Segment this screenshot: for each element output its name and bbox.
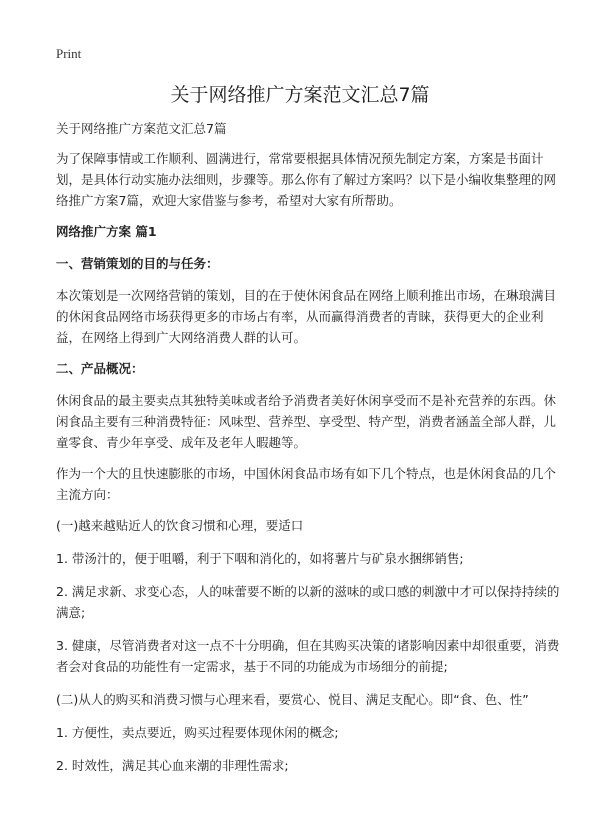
section-2-text: 休闲食品的最主要卖点其独特美味或者给予消费者美好休闲享受而不是补充营养的东西。休闲食品主要有三种消费特征：风味型、营养型、享受型、特产型，消费者涵盖全部人群，儿童零食、青少年享受、成年及老年人暇趣等。 xyxy=(56,393,557,450)
point-2-heading: (二)从人的购买和消费习惯与心理来看，要赏心、悦目、满足支配心。即“食、色、性” xyxy=(56,692,529,707)
document-subtitle: 关于网络推广方案范文汇总7篇 xyxy=(56,121,227,136)
section-heading-1: 一、营销策划的目的与任务： xyxy=(56,256,219,271)
print-label: Print xyxy=(56,46,82,61)
list-item: 1. 带汤汁的，便于咀嚼，利于下咽和消化的，如将薯片与矿泉水捆绑销售; xyxy=(56,551,464,566)
section-1-text: 本次策划是一次网络营销的策划，目的在于使休闲食品在网络上顺利推出市场，在琳琅满目的休闲食品网络市场获得更多的市场占有率，从而赢得消费者的青睐，获得更大的企业利益，在网络上得到广大网络消费人群的认可。 xyxy=(56,288,557,345)
section-heading-2: 二、产品概况： xyxy=(56,361,144,376)
list-item: 3. 健康，尽管消费者对这一点不十分明确，但在其购买决策的诸影响因素中却很重要，消费者会对食品的功能性有一定需求，基于不同的功能成为市场细分的前提; xyxy=(56,638,560,674)
list-item: 2. 满足求新、求变心态，人的味蕾要不断的以新的滋味的或口感的刺激中才可以保持持续的满意; xyxy=(56,584,560,620)
document-body xyxy=(56,118,560,788)
article-heading: 网络推广方案 篇1 xyxy=(56,224,157,239)
market-intro-paragraph: 作为一个大的且快速膨胀的市场，中国休闲食品市场有如下几个特点，也是休闲食品的几个主流方向： xyxy=(56,466,557,502)
page-title: 关于网络推广方案范文汇总7篇 xyxy=(170,84,430,106)
intro-paragraph: 为了保障事情或工作顺利、圆满进行，常常要根据具体情况预先制定方案，方案是书面计划，是具体行动实施办法细则，步骤等。那么你有了解过方案吗？以下是小编收集整理的网络推广方案7篇，欢迎大家借鉴与参考，希望对大家有所帮助。 xyxy=(56,151,557,208)
list-item: 2. 时效性，满足其心血来潮的非理性需求; xyxy=(56,758,289,773)
list-item: 1. 方便性，卖点要近，购买过程要体现休闲的概念; xyxy=(56,725,339,740)
point-1-heading: (一)越来越贴近人的饮食习惯和心理，要适口 xyxy=(56,518,304,533)
